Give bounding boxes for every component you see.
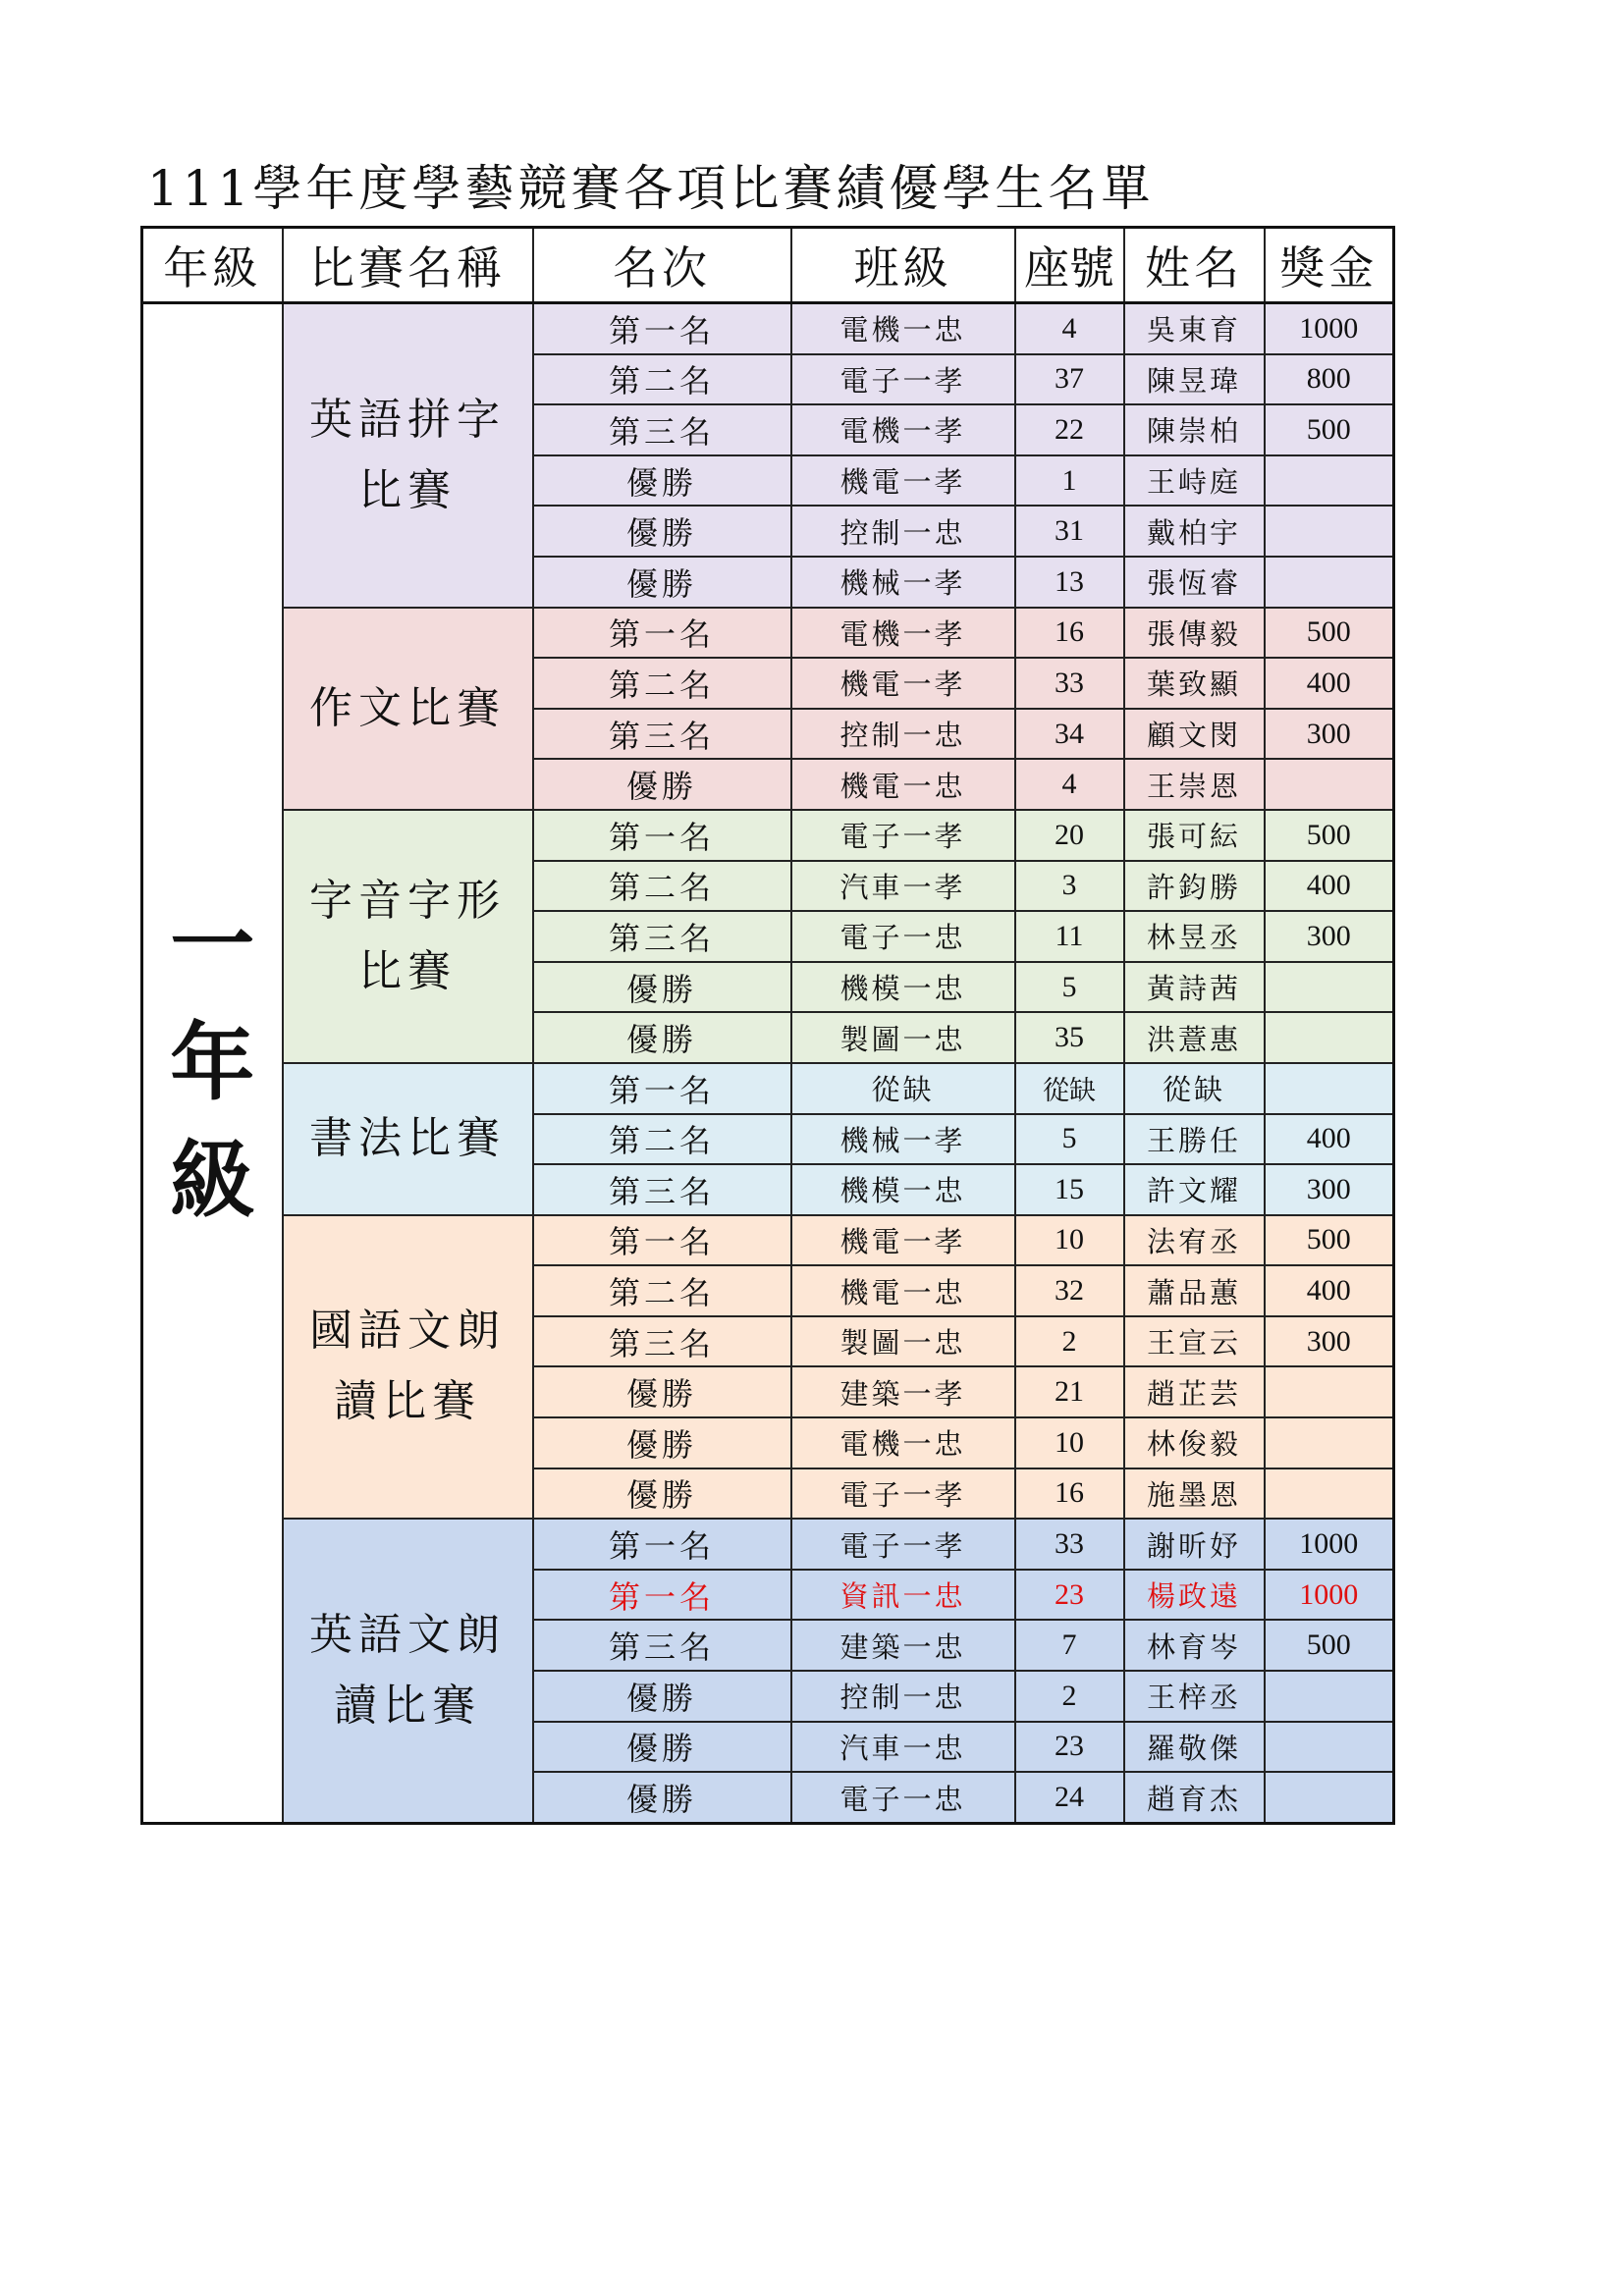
prize-cell: 500 bbox=[1265, 810, 1394, 861]
class-cell: 控制一忠 bbox=[791, 1671, 1015, 1722]
class-cell: 從缺 bbox=[791, 1063, 1015, 1114]
class-cell: 控制一忠 bbox=[791, 506, 1015, 557]
prize-cell: 1000 bbox=[1265, 1519, 1394, 1570]
name-cell: 戴柏宇 bbox=[1124, 506, 1265, 557]
rank-cell: 第一名 bbox=[533, 608, 791, 659]
rank-cell: 優勝 bbox=[533, 506, 791, 557]
seat-cell: 23 bbox=[1015, 1722, 1124, 1773]
name-cell: 黃詩茜 bbox=[1124, 962, 1265, 1013]
name-cell: 林育岑 bbox=[1124, 1620, 1265, 1671]
rank-cell: 優勝 bbox=[533, 1722, 791, 1773]
class-cell: 機電一孝 bbox=[791, 455, 1015, 507]
rank-cell: 優勝 bbox=[533, 759, 791, 810]
name-cell: 法宥丞 bbox=[1124, 1215, 1265, 1266]
seat-cell: 3 bbox=[1015, 861, 1124, 912]
rank-cell: 第一名 bbox=[533, 1519, 791, 1570]
results-table bbox=[140, 226, 1395, 1825]
name-cell: 王宣云 bbox=[1124, 1316, 1265, 1367]
prize-cell: 400 bbox=[1265, 1265, 1394, 1316]
name-cell: 王梓丞 bbox=[1124, 1671, 1265, 1722]
seat-cell: 10 bbox=[1015, 1417, 1124, 1468]
prize-cell: 300 bbox=[1265, 1316, 1394, 1367]
table-row bbox=[142, 1063, 1394, 1114]
seat-cell: 7 bbox=[1015, 1620, 1124, 1671]
rank-cell: 第三名 bbox=[533, 404, 791, 455]
header-prize: 獎金 bbox=[1265, 228, 1394, 303]
rank-cell: 第一名 bbox=[533, 810, 791, 861]
seat-cell: 4 bbox=[1015, 759, 1124, 810]
class-cell: 電機一孝 bbox=[791, 404, 1015, 455]
seat-cell: 24 bbox=[1015, 1772, 1124, 1823]
rank-cell: 第一名 bbox=[533, 1215, 791, 1266]
seat-cell: 2 bbox=[1015, 1316, 1124, 1367]
prize-cell bbox=[1265, 1012, 1394, 1063]
prize-cell bbox=[1265, 506, 1394, 557]
seat-cell: 16 bbox=[1015, 1468, 1124, 1520]
name-cell: 羅敬傑 bbox=[1124, 1722, 1265, 1773]
class-cell: 控制一忠 bbox=[791, 709, 1015, 760]
class-cell: 汽車一忠 bbox=[791, 1722, 1015, 1773]
rank-cell: 優勝 bbox=[533, 557, 791, 608]
rank-cell: 第三名 bbox=[533, 709, 791, 760]
rank-cell: 優勝 bbox=[533, 1417, 791, 1468]
class-cell: 電子一忠 bbox=[791, 1772, 1015, 1823]
prize-cell: 400 bbox=[1265, 1114, 1394, 1165]
class-cell: 電機一忠 bbox=[791, 303, 1015, 354]
rank-cell: 第二名 bbox=[533, 1114, 791, 1165]
table-row bbox=[142, 303, 1394, 354]
name-cell: 許文耀 bbox=[1124, 1164, 1265, 1215]
table-row bbox=[142, 1215, 1394, 1266]
name-cell: 張可紜 bbox=[1124, 810, 1265, 861]
prize-cell bbox=[1265, 1772, 1394, 1823]
rank-cell: 優勝 bbox=[533, 1012, 791, 1063]
seat-cell: 15 bbox=[1015, 1164, 1124, 1215]
rank-cell: 第二名 bbox=[533, 658, 791, 709]
class-cell: 機電一孝 bbox=[791, 1215, 1015, 1266]
competition-name: 書法比賽 bbox=[283, 1063, 533, 1215]
class-cell: 電子一孝 bbox=[791, 1519, 1015, 1570]
name-cell: 王崇恩 bbox=[1124, 759, 1265, 810]
header-row bbox=[142, 228, 1394, 303]
class-cell: 建築一孝 bbox=[791, 1366, 1015, 1417]
class-cell: 電機一孝 bbox=[791, 608, 1015, 659]
name-cell: 葉致顯 bbox=[1124, 658, 1265, 709]
table-body bbox=[142, 303, 1394, 1824]
class-cell: 機模一忠 bbox=[791, 1164, 1015, 1215]
class-cell: 機械一孝 bbox=[791, 1114, 1015, 1165]
seat-cell: 34 bbox=[1015, 709, 1124, 760]
table-row bbox=[142, 810, 1394, 861]
class-cell: 製圖一忠 bbox=[791, 1316, 1015, 1367]
rank-cell: 優勝 bbox=[533, 455, 791, 507]
page-title: 111學年度學藝競賽各項比賽績優學生名單 bbox=[147, 160, 1155, 217]
prize-cell: 500 bbox=[1265, 404, 1394, 455]
seat-cell: 1 bbox=[1015, 455, 1124, 507]
seat-cell: 33 bbox=[1015, 1519, 1124, 1570]
rank-cell: 第二名 bbox=[533, 1265, 791, 1316]
header-class: 班級 bbox=[791, 228, 1015, 303]
seat-cell: 21 bbox=[1015, 1366, 1124, 1417]
prize-cell bbox=[1265, 1468, 1394, 1520]
class-cell: 電子一孝 bbox=[791, 354, 1015, 405]
header-seat: 座號 bbox=[1015, 228, 1124, 303]
class-cell: 機模一忠 bbox=[791, 962, 1015, 1013]
name-cell: 吳東育 bbox=[1124, 303, 1265, 354]
rank-cell: 優勝 bbox=[533, 962, 791, 1013]
rank-cell: 第三名 bbox=[533, 1620, 791, 1671]
competition-name: 英語文朗讀比賽 bbox=[283, 1519, 533, 1823]
class-cell: 機電一孝 bbox=[791, 658, 1015, 709]
name-cell: 蕭品蕙 bbox=[1124, 1265, 1265, 1316]
rank-cell: 優勝 bbox=[533, 1366, 791, 1417]
prize-cell bbox=[1265, 1417, 1394, 1468]
rank-cell: 第三名 bbox=[533, 1164, 791, 1215]
name-cell: 許鈞勝 bbox=[1124, 861, 1265, 912]
seat-cell: 20 bbox=[1015, 810, 1124, 861]
name-cell: 趙芷芸 bbox=[1124, 1366, 1265, 1417]
name-cell: 張恆睿 bbox=[1124, 557, 1265, 608]
class-cell: 機電一忠 bbox=[791, 1265, 1015, 1316]
name-cell: 趙育杰 bbox=[1124, 1772, 1265, 1823]
competition-name: 英語拼字比賽 bbox=[283, 303, 533, 608]
class-cell: 資訊一忠 bbox=[791, 1570, 1015, 1621]
grade-label: 一年級 bbox=[142, 303, 283, 1824]
prize-cell: 500 bbox=[1265, 608, 1394, 659]
seat-cell: 5 bbox=[1015, 962, 1124, 1013]
seat-cell: 35 bbox=[1015, 1012, 1124, 1063]
rank-cell: 優勝 bbox=[533, 1671, 791, 1722]
name-cell: 陳昱瑋 bbox=[1124, 354, 1265, 405]
prize-cell: 500 bbox=[1265, 1215, 1394, 1266]
seat-cell: 32 bbox=[1015, 1265, 1124, 1316]
rank-cell: 第一名 bbox=[533, 1063, 791, 1114]
class-cell: 汽車一孝 bbox=[791, 861, 1015, 912]
header-name: 姓名 bbox=[1124, 228, 1265, 303]
name-cell: 洪薏惠 bbox=[1124, 1012, 1265, 1063]
class-cell: 機電一忠 bbox=[791, 759, 1015, 810]
prize-cell: 300 bbox=[1265, 1164, 1394, 1215]
name-cell: 王勝任 bbox=[1124, 1114, 1265, 1165]
seat-cell: 37 bbox=[1015, 354, 1124, 405]
class-cell: 製圖一忠 bbox=[791, 1012, 1015, 1063]
competition-name: 國語文朗讀比賽 bbox=[283, 1215, 533, 1520]
seat-cell: 4 bbox=[1015, 303, 1124, 354]
competition-name: 字音字形比賽 bbox=[283, 810, 533, 1063]
rank-cell: 優勝 bbox=[533, 1468, 791, 1520]
prize-cell: 300 bbox=[1265, 911, 1394, 962]
class-cell: 電機一忠 bbox=[791, 1417, 1015, 1468]
name-cell: 王峙庭 bbox=[1124, 455, 1265, 507]
name-cell: 施墨恩 bbox=[1124, 1468, 1265, 1520]
name-cell: 謝昕妤 bbox=[1124, 1519, 1265, 1570]
seat-cell: 33 bbox=[1015, 658, 1124, 709]
class-cell: 電子一忠 bbox=[791, 911, 1015, 962]
prize-cell bbox=[1265, 557, 1394, 608]
header-grade: 年級 bbox=[142, 228, 283, 303]
name-cell: 林俊毅 bbox=[1124, 1417, 1265, 1468]
seat-cell: 2 bbox=[1015, 1671, 1124, 1722]
prize-cell: 1000 bbox=[1265, 1570, 1394, 1621]
name-cell: 張傳毅 bbox=[1124, 608, 1265, 659]
prize-cell: 1000 bbox=[1265, 303, 1394, 354]
name-cell: 楊政遠 bbox=[1124, 1570, 1265, 1621]
table-row bbox=[142, 1519, 1394, 1570]
class-cell: 電子一孝 bbox=[791, 1468, 1015, 1520]
table-row bbox=[142, 608, 1394, 659]
rank-cell: 第二名 bbox=[533, 861, 791, 912]
prize-cell: 400 bbox=[1265, 861, 1394, 912]
header-rank: 名次 bbox=[533, 228, 791, 303]
prize-cell bbox=[1265, 455, 1394, 507]
name-cell: 林昱丞 bbox=[1124, 911, 1265, 962]
rank-cell: 第三名 bbox=[533, 911, 791, 962]
seat-cell: 13 bbox=[1015, 557, 1124, 608]
seat-cell: 10 bbox=[1015, 1215, 1124, 1266]
header-competition: 比賽名稱 bbox=[283, 228, 533, 303]
competition-name: 作文比賽 bbox=[283, 608, 533, 810]
rank-cell: 第二名 bbox=[533, 354, 791, 405]
seat-cell: 5 bbox=[1015, 1114, 1124, 1165]
seat-cell: 31 bbox=[1015, 506, 1124, 557]
prize-cell: 500 bbox=[1265, 1620, 1394, 1671]
rank-cell: 第三名 bbox=[533, 1316, 791, 1367]
class-cell: 機械一孝 bbox=[791, 557, 1015, 608]
seat-cell: 11 bbox=[1015, 911, 1124, 962]
name-cell: 陳崇柏 bbox=[1124, 404, 1265, 455]
seat-cell: 23 bbox=[1015, 1570, 1124, 1621]
prize-cell bbox=[1265, 1063, 1394, 1114]
seat-cell: 16 bbox=[1015, 608, 1124, 659]
prize-cell bbox=[1265, 1671, 1394, 1722]
rank-cell: 第一名 bbox=[533, 303, 791, 354]
name-cell: 顧文閔 bbox=[1124, 709, 1265, 760]
prize-cell bbox=[1265, 759, 1394, 810]
rank-cell: 第一名 bbox=[533, 1570, 791, 1621]
seat-cell: 從缺 bbox=[1015, 1063, 1124, 1114]
prize-cell bbox=[1265, 962, 1394, 1013]
prize-cell: 800 bbox=[1265, 354, 1394, 405]
prize-cell bbox=[1265, 1366, 1394, 1417]
class-cell: 電子一孝 bbox=[791, 810, 1015, 861]
prize-cell bbox=[1265, 1722, 1394, 1773]
class-cell: 建築一忠 bbox=[791, 1620, 1015, 1671]
name-cell: 從缺 bbox=[1124, 1063, 1265, 1114]
prize-cell: 400 bbox=[1265, 658, 1394, 709]
rank-cell: 優勝 bbox=[533, 1772, 791, 1823]
prize-cell: 300 bbox=[1265, 709, 1394, 760]
seat-cell: 22 bbox=[1015, 404, 1124, 455]
